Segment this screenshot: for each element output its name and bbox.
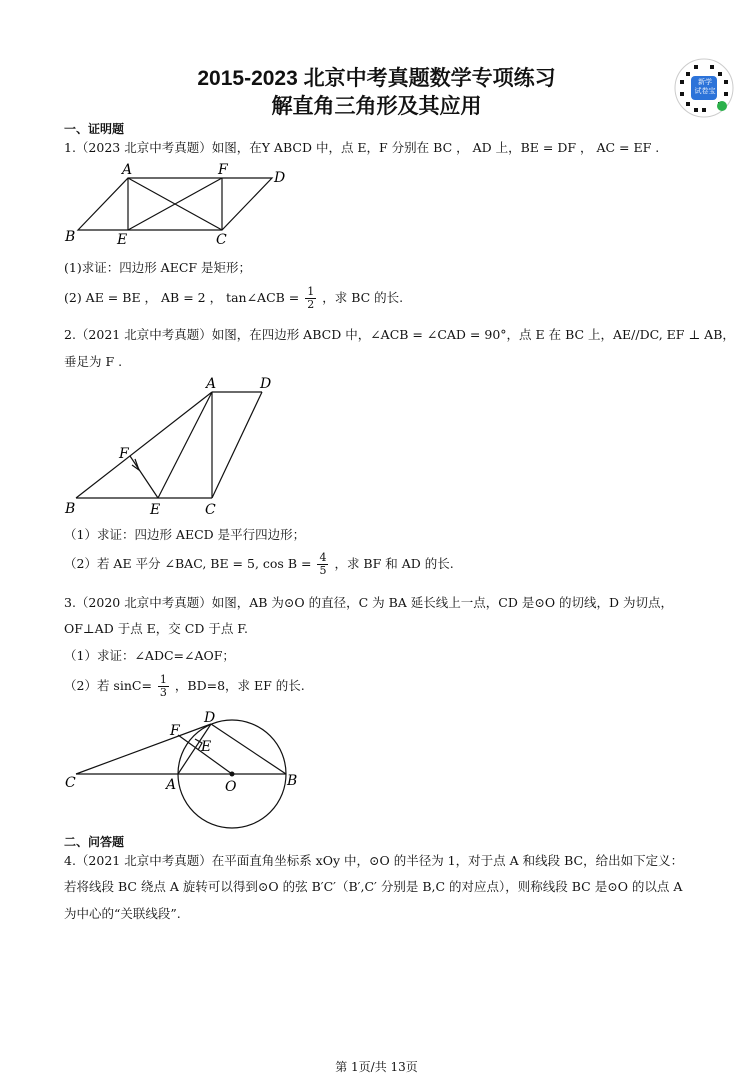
q3-part2-tail: ，BD=8，求 EF 的长. [174, 678, 305, 693]
q2-stem-line1: 2.（2021 北京中考真题）如图，在四边形 ABCD 中，∠ACB = ∠CAD = 90°，点 E 在 BC 上，AE//DC, EF ⊥ AB， [64, 327, 735, 342]
section-heading-qa: 二、问答题 [64, 835, 125, 849]
q4-line3: 为中心的“关联线段”. [64, 906, 181, 921]
q1-label-a: A [122, 162, 133, 178]
q2-label-d: D [260, 376, 272, 392]
q1-part1: (1)求证：四边形 AECF 是矩形； [64, 260, 252, 275]
q4-line2: 若将线段 BC 绕点 A 旋转可以得到⊙O 的弦 B′C′（B′,C′ 分别是 B,C 的对应点），则称线段 BC 是⊙O 的以点 A [64, 879, 683, 894]
q2-figure-quadrilateral [62, 372, 292, 518]
q3-stem-line1: 3.（2020 北京中考真题）如图，AB 为⊙O 的直径，C 为 BA 延长线上一点，CD 是⊙O 的切线，D 为切点， [64, 595, 674, 610]
q3-fraction [158, 674, 169, 699]
q1-part2-text: (2) AE = BE ， AB = 2 ， tan∠ACB = [64, 290, 300, 305]
q3-center-dot [230, 772, 235, 777]
q2-label-b: B [65, 501, 76, 517]
q3-figure-circle [62, 708, 302, 830]
logo-text-bottom: 试卷宝 [694, 87, 716, 95]
q3-stem-line2: OF⊥AD 于点 E，交 CD 于点 F. [64, 621, 249, 636]
q1-label-b: B [65, 229, 76, 245]
q3-part2-text: （2）若 sinC= [64, 678, 152, 693]
q4-line1: 4.（2021 北京中考真题）在平面直角坐标系 xOy 中，⊙O 的半径为 1，对于点 A 和线段 BC，给出如下定义： [64, 853, 684, 868]
page-title: 2015-2023 北京中考真题数学专项练习 [197, 67, 556, 90]
logo-text-top: 新学 [698, 78, 712, 86]
q1-label-c: C [216, 232, 227, 248]
q3-fraction-numerator: 1 [159, 673, 167, 686]
q3-tangent-cd [76, 724, 211, 774]
q2-label-e: E [150, 502, 161, 518]
q3-part1: （1）求证：∠ADC=∠AOF； [64, 648, 235, 663]
q1-fraction-numerator: 1 [307, 285, 315, 298]
q1-label-e: E [117, 232, 128, 248]
q1-stem: 1.（2023 北京中考真题）如图，在Y ABCD 中，点 E，F 分别在 BC ， AD 上，BE = DF ， AC = EF . [64, 140, 660, 155]
q3-label-b: B [287, 773, 298, 789]
q1-label-f: F [218, 162, 228, 178]
q1-label-d: D [274, 170, 286, 186]
q2-part2-tail: ，求 BF 和 AD 的长. [334, 556, 454, 571]
app-logo [674, 58, 734, 118]
page-subtitle: 解直角三角形及其应用 [271, 95, 482, 118]
q2-label-c: C [205, 502, 216, 518]
q3-label-c: C [65, 775, 76, 791]
q1-fraction-denominator: 2 [307, 298, 315, 311]
q2-segment-ef [130, 456, 158, 498]
q2-stem-line2: 垂足为 F . [64, 354, 123, 369]
q2-segment-dc [212, 392, 262, 498]
section-heading-proof: 一、证明题 [64, 122, 125, 136]
q3-label-d: D [204, 710, 216, 726]
q2-fraction [317, 552, 328, 577]
q3-label-a: A [166, 777, 177, 793]
q3-label-e: E [201, 739, 212, 755]
q1-part2 [64, 286, 403, 311]
q2-fraction-denominator: 5 [319, 564, 327, 577]
q3-part2 [64, 674, 305, 699]
q2-part1: （1）求证：四边形 AECD 是平行四边形； [64, 527, 306, 542]
q1-part2-tail: ，求 BC 的长. [322, 290, 404, 305]
q2-segment-ae [158, 392, 212, 498]
q2-part2 [64, 552, 454, 577]
q3-label-o: O [225, 779, 237, 795]
q2-fraction-numerator: 4 [319, 551, 327, 564]
q3-label-f: F [170, 723, 180, 739]
page-footer: 第 1页/共 13页 [335, 1060, 418, 1074]
q2-segment-ab [76, 392, 212, 498]
q2-label-f: F [119, 446, 129, 462]
q3-fraction-denominator: 3 [159, 686, 167, 699]
q1-fraction [305, 286, 316, 311]
q2-part2-text: （2）若 AE 平分 ∠BAC, BE = 5, cos B = [64, 556, 312, 571]
q1-figure-parallelogram [62, 160, 302, 248]
q2-label-a: A [206, 376, 217, 392]
